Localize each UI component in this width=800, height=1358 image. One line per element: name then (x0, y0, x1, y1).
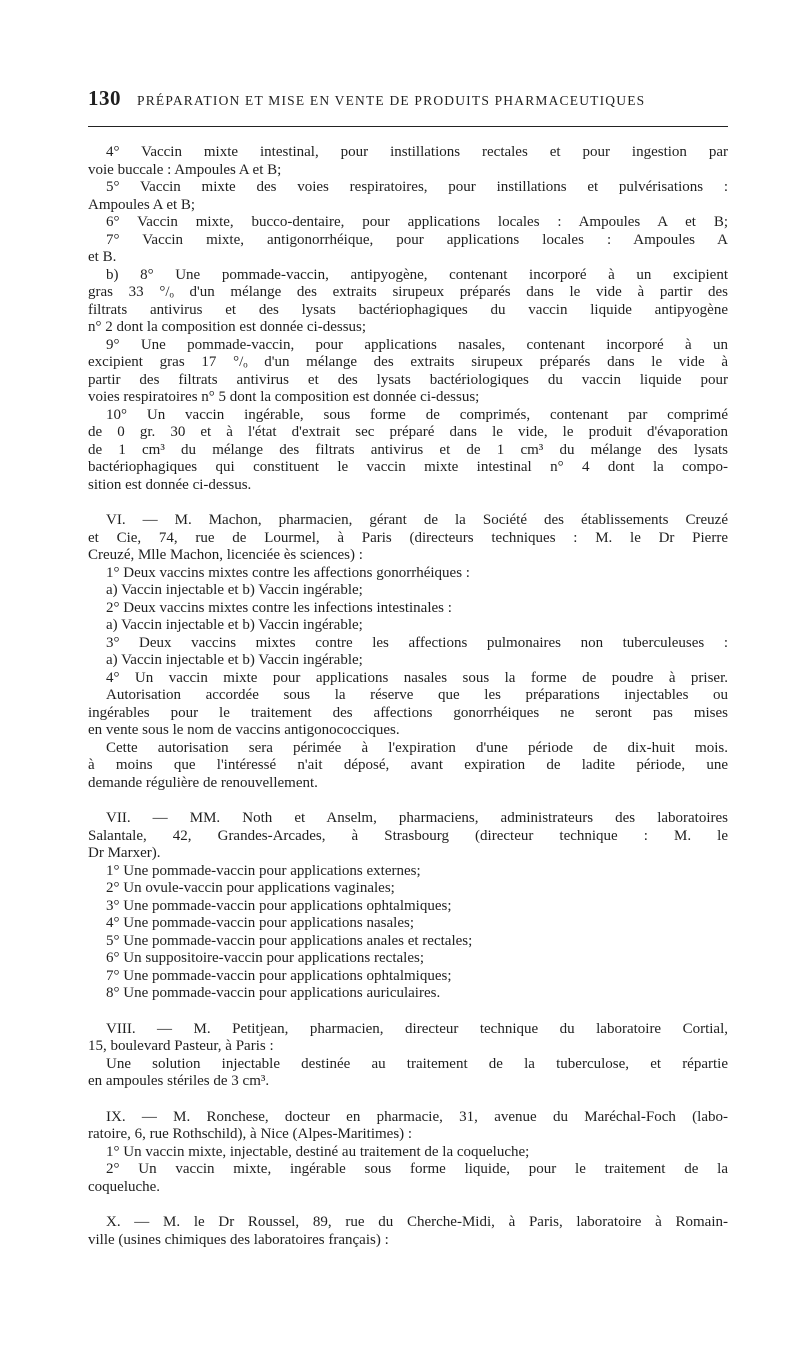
text-line: voie buccale : Ampoules A et B; (88, 161, 282, 178)
text-line: 8° Une pommade-vaccin pour applications auriculaires. (106, 985, 441, 1001)
text-line: ratoire, 6, rue Rothschild), à Nice (Alpes-Maritimes) : (88, 1126, 413, 1142)
text-line: VI. — M. Machon, pharmacien, gérant de la Société des établissements Creuzé (106, 512, 728, 528)
header-rule (88, 126, 728, 127)
text-line: et Cie, 74, rue de Lourmel, à Paris (directeurs techniques : M. le Dr Pierre (88, 529, 728, 546)
text-line: Salantale, 42, Grandes-Arcades, à Strasbourg (directeur technique : M. le (88, 827, 728, 844)
text-line: b) 8° Une pommade-vaccin, antipyogène, contenant incorporé à un excipient (106, 266, 728, 283)
text-line: IX. — M. Ronchese, docteur en pharmacie, 31, avenue du Maréchal-Foch (labo- (106, 1108, 728, 1125)
text-line: Autorisation accordée sous la réserve que les préparations injectables ou (106, 687, 728, 703)
text-line: voies respiratoires n° 5 dont la composition est donnée ci-dessus; (88, 389, 480, 405)
text-line: a) Vaccin injectable et b) Vaccin ingérable; (106, 582, 363, 598)
text-line: partir des filtrats antivirus et des lysats bactériologiques du vaccin liquide pour (88, 371, 728, 388)
paragraph (88, 810, 728, 1003)
paragraph-gap (88, 1003, 728, 1021)
text-line: n° 2 dont la composition est donnée ci-dessus; (88, 319, 367, 335)
text-line: 1° Deux vaccins mixtes contre les affections gonorrhéiques : (106, 564, 470, 581)
text-line: 2° Un ovule-vaccin pour applications vaginales; (106, 880, 395, 896)
paragraph (88, 1109, 728, 1197)
text-line: Creuzé, Mlle Machon, licenciée ès sciences) : (88, 547, 363, 563)
paragraph (88, 1021, 728, 1091)
text-line: 5° Une pommade-vaccin pour applications anales et rectales; (106, 932, 473, 949)
text-line: 4° Une pommade-vaccin pour applications nasales; (106, 915, 414, 931)
paragraph-gap (88, 792, 728, 810)
document-body (88, 144, 728, 1249)
text-line: gras 33 °/ₒ d'un mélange des extraits sirupeux préparés dans le vide à partir des (88, 284, 728, 300)
text-line: 3° Deux vaccins mixtes contre les affections pulmonaires non tuberculeuses : (106, 634, 728, 651)
paragraph (88, 1214, 728, 1249)
text-line: 2° Un vaccin mixte, ingérable sous forme liquide, pour le traitement de la (106, 1161, 728, 1177)
page-number: 130 (88, 86, 121, 110)
text-line: ville (usines chimiques des laboratoires français) : (88, 1231, 389, 1248)
paragraph-gap (88, 494, 728, 512)
text-line: de 1 cm³ du mélange des filtrats antivirus et de 1 cm³ du mélange des lysats (88, 441, 728, 458)
text-line: 6° Un suppositoire-vaccin pour applications rectales; (106, 950, 424, 966)
text-line: a) Vaccin injectable et b) Vaccin ingérable; (106, 652, 363, 668)
text-line: et B. (88, 249, 117, 265)
text-line: 10° Un vaccin ingérable, sous forme de comprimés, contenant par comprimé (106, 406, 728, 423)
paragraph-gap (88, 1091, 728, 1109)
text-line: Une solution injectable destinée au traitement de la tuberculose, et répartie (106, 1055, 728, 1072)
text-line: 2° Deux vaccins mixtes contre les infections intestinales : (106, 599, 452, 616)
running-title: PRÉPARATION ET MISE EN VENTE DE PRODUITS PHARMACEUTIQUES (137, 93, 646, 108)
text-line: en vente sous le nom de vaccins antigonococciques. (88, 722, 400, 738)
paragraph (88, 512, 728, 792)
text-line: 6° Vaccin mixte, bucco-dentaire, pour applications locales : Ampoules A et B; (106, 214, 728, 230)
text-line: à moins que l'intéressé n'ait déposé, avant expiration de ladite période, une (88, 757, 728, 773)
text-line: Cette autorisation sera périmée à l'expiration d'une période de dix-huit mois. (106, 739, 728, 756)
text-line: 4° Vaccin mixte intestinal, pour instillations rectales et pour ingestion par (106, 144, 728, 160)
text-line: Dr Marxer). (88, 845, 161, 861)
text-line: filtrats antivirus et des lysats bactériophagiques du vaccin liquide antipyogène (88, 301, 728, 318)
text-line: 15, boulevard Pasteur, à Paris : (88, 1038, 274, 1054)
paragraph-gap (88, 1196, 728, 1214)
page-header (88, 86, 728, 118)
text-line: 4° Un vaccin mixte pour applications nasales sous la forme de poudre à priser. (106, 669, 728, 686)
text-line: VIII. — M. Petitjean, pharmacien, directeur technique du laboratoire Cortial, (106, 1020, 728, 1037)
text-line: 1° Une pommade-vaccin pour applications externes; (106, 862, 421, 879)
text-line: excipient gras 17 °/ₒ d'un mélange des extraits sirupeux préparés dans le vide à (88, 354, 728, 370)
text-line: 7° Vaccin mixte, antigonorrhéique, pour applications locales : Ampoules A (106, 231, 728, 248)
document-page (88, 86, 728, 1248)
text-line: demande régulière de renouvellement. (88, 774, 318, 791)
text-line: X. — M. le Dr Roussel, 89, rue du Cherche-Midi, à Paris, laboratoire à Romain- (106, 1214, 728, 1230)
text-line: 3° Une pommade-vaccin pour applications ophtalmiques; (106, 897, 452, 914)
text-line: 1° Un vaccin mixte, injectable, destiné au traitement de la coqueluche; (106, 1143, 530, 1160)
text-line: bactériophagiques qui constituent le vaccin mixte intestinal n° 4 dont la compo- (88, 459, 728, 475)
text-line: coqueluche. (88, 1178, 161, 1195)
text-line: VII. — MM. Noth et Anselm, pharmaciens, administrateurs des laboratoires (106, 810, 728, 826)
text-line: 9° Une pommade-vaccin, pour applications nasales, contenant incorporé à un (106, 336, 728, 353)
text-line: de 0 gr. 30 et à l'état d'extrait sec préparé dans le vide, le produit d'évaporation (88, 424, 728, 440)
paragraph (88, 144, 728, 494)
text-line: ingérables pour le traitement des affections gonorrhéiques ne seront pas mises (88, 704, 728, 721)
text-line: 7° Une pommade-vaccin pour applications ophtalmiques; (106, 967, 452, 984)
text-line: en ampoules stériles de 3 cm³. (88, 1073, 270, 1089)
text-line: a) Vaccin injectable et b) Vaccin ingérable; (106, 617, 363, 633)
text-line: 5° Vaccin mixte des voies respiratoires, pour instillations et pulvérisations : (106, 179, 728, 195)
text-line: Ampoules A et B; (88, 196, 196, 213)
text-line: sition est donnée ci-dessus. (88, 476, 252, 493)
